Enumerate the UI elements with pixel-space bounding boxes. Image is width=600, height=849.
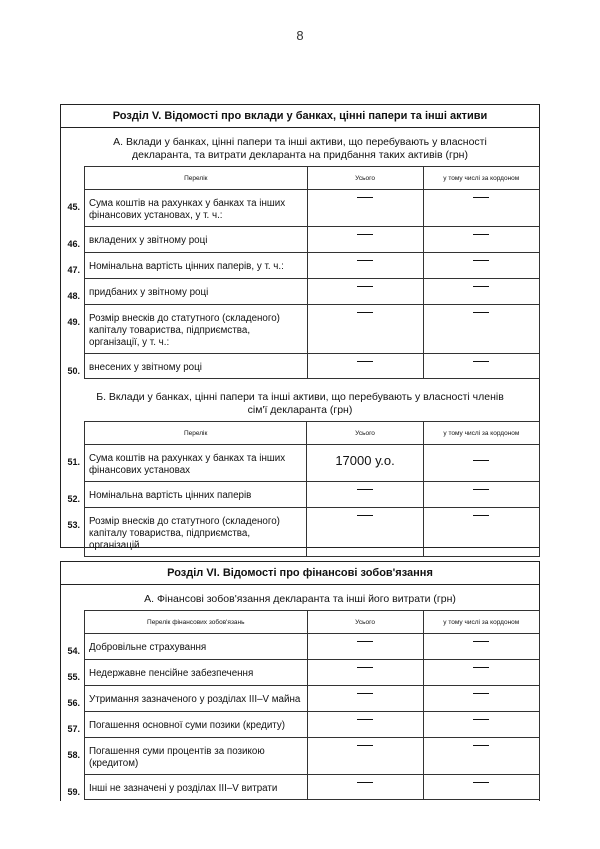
row-number: 57. — [67, 723, 80, 734]
section-5b-table — [67, 421, 540, 557]
table-row — [84, 354, 540, 379]
row-abroad — [423, 279, 539, 305]
dash-mark — [357, 286, 373, 287]
dash-mark — [473, 361, 489, 362]
table-row — [84, 712, 540, 738]
table-row — [84, 190, 540, 227]
header-abroad: у тому числі за кордоном — [423, 611, 539, 634]
row-abroad — [423, 738, 539, 775]
dash-mark — [473, 719, 489, 720]
table-row — [84, 482, 540, 508]
dash-mark — [473, 641, 489, 642]
row-total — [307, 634, 423, 660]
row-abroad — [423, 253, 539, 279]
section-5b-title: Б. Вклади у банках, цінні папери та інші активи, що перебувають у власності членів сім'ї декларанта (грн) — [96, 391, 504, 416]
section-5a-title: А. Вклади у банках, цінні папери та інші активи, що перебувають у власності декларанта, та витрати декларанта на придбання таких активів (грн) — [113, 136, 487, 161]
dash-mark — [357, 515, 373, 516]
header-list: Перелік фінансових зобов'язань — [85, 611, 308, 634]
row-number: 48. — [67, 290, 80, 301]
table-row — [84, 305, 540, 354]
header-total: Усього — [307, 422, 424, 445]
row-number: 58. — [67, 749, 80, 760]
dash-mark — [357, 361, 373, 362]
dash-mark — [473, 515, 489, 516]
header-total: Усього — [307, 611, 423, 634]
row-abroad — [423, 305, 539, 354]
dash-mark — [473, 260, 489, 261]
row-total — [307, 190, 423, 227]
dash-mark — [357, 745, 373, 746]
row-abroad — [423, 712, 539, 738]
row-total — [307, 305, 423, 354]
dash-mark — [357, 693, 373, 694]
dash-mark — [357, 782, 373, 783]
row-label: Утримання зазначеного у розділах III–V майна — [85, 686, 308, 712]
row-abroad — [423, 354, 539, 379]
row-label: Сума коштів на рахунках у банках та інших фінансових установах, у т. ч.: — [85, 190, 308, 227]
row-label: Недержавне пенсійне забезпечення — [85, 660, 308, 686]
row-total — [307, 482, 424, 508]
row-total — [307, 775, 423, 800]
row-label: Розмір внесків до статутного (складеного) капіталу товариства, підприємства, організацій — [85, 508, 307, 557]
row-total — [307, 712, 423, 738]
row-label: Номінальна вартість цінних паперів, у т. ч.: — [85, 253, 308, 279]
page-number: 8 — [296, 28, 304, 43]
row-number: 45. — [67, 201, 80, 212]
dash-mark — [473, 745, 489, 746]
row-total — [307, 660, 423, 686]
dash-mark — [357, 197, 373, 198]
section-6-title: Розділ VI. Відомості про фінансові зобов'язання — [61, 562, 539, 585]
row-label: придбаних у звітному році — [85, 279, 308, 305]
table-row — [84, 445, 540, 482]
row-label: внесених у звітному році — [85, 354, 308, 379]
dash-mark — [357, 719, 373, 720]
row-label: Розмір внесків до статутного (складеного) капіталу товариства, підприємства, організації, у т. ч.: — [85, 305, 308, 354]
row-abroad — [423, 775, 539, 800]
row-number: 55. — [67, 671, 80, 682]
row-abroad — [423, 686, 539, 712]
table-row — [84, 227, 540, 253]
dash-mark — [473, 460, 489, 461]
dash-mark — [357, 641, 373, 642]
dash-mark — [473, 667, 489, 668]
table-row — [84, 686, 540, 712]
row-number: 46. — [67, 238, 80, 249]
header-abroad: у тому числі за кордоном — [423, 422, 539, 445]
row-number: 59. — [67, 786, 80, 797]
row-abroad — [423, 634, 539, 660]
dash-mark — [357, 312, 373, 313]
dash-mark — [473, 286, 489, 287]
row-number: 53. — [67, 519, 80, 530]
table-row — [84, 253, 540, 279]
row-number: 52. — [67, 493, 80, 504]
dash-mark — [473, 312, 489, 313]
dash-mark — [357, 234, 373, 235]
row-abroad — [423, 190, 539, 227]
row-abroad — [423, 227, 539, 253]
row-total — [307, 738, 423, 775]
row-number: 50. — [67, 365, 80, 376]
row-label: Сума коштів на рахунках у банках та інших фінансових установах — [85, 445, 307, 482]
row-number: 47. — [67, 264, 80, 275]
table-row — [84, 775, 540, 800]
row-label: вкладених у звітному році — [85, 227, 308, 253]
row-label: Добровільне страхування — [85, 634, 308, 660]
row-total — [307, 445, 424, 482]
table-header-row — [84, 611, 540, 634]
section-5a-table — [67, 166, 540, 379]
table-row — [84, 634, 540, 660]
row-label: Інші не зазначені у розділах III–V витрати — [85, 775, 308, 800]
table-row — [84, 279, 540, 305]
total-value: 17000 у.о. — [335, 453, 395, 468]
dash-mark — [473, 197, 489, 198]
dash-mark — [473, 693, 489, 694]
dash-mark — [357, 489, 373, 490]
row-number: 49. — [67, 316, 80, 327]
row-total — [307, 227, 423, 253]
row-label: Погашення суми процентів за позикою (кредитом) — [85, 738, 308, 775]
row-label: Номінальна вартість цінних паперів — [85, 482, 307, 508]
table-row — [84, 660, 540, 686]
header-abroad: у тому числі за кордоном — [423, 167, 539, 190]
dash-mark — [473, 782, 489, 783]
row-total — [307, 253, 423, 279]
row-number: 54. — [67, 645, 80, 656]
table-row — [84, 508, 540, 557]
section-6a-title: А. Фінансові зобов'язання декларанта та інші його витрати (грн) — [144, 593, 456, 605]
dash-mark — [357, 260, 373, 261]
row-total — [307, 508, 424, 557]
header-list: Перелік — [85, 422, 307, 445]
row-abroad — [423, 482, 539, 508]
row-label: Погашення основної суми позики (кредиту) — [85, 712, 308, 738]
row-abroad — [423, 660, 539, 686]
row-number: 51. — [67, 456, 80, 467]
row-number: 56. — [67, 697, 80, 708]
section-5 — [60, 104, 540, 551]
row-total — [307, 354, 423, 379]
header-total: Усього — [307, 167, 423, 190]
dash-mark — [357, 667, 373, 668]
row-abroad — [423, 508, 539, 557]
dash-mark — [473, 489, 489, 490]
table-row — [84, 738, 540, 775]
dash-mark — [473, 234, 489, 235]
table-header-row — [84, 422, 540, 445]
row-total — [307, 279, 423, 305]
row-abroad — [423, 445, 539, 482]
section-6 — [60, 561, 540, 801]
header-list: Перелік — [85, 167, 308, 190]
section-5-title: Розділ V. Відомості про вклади у банках, цінні папери та інші активи — [61, 105, 539, 128]
row-total — [307, 686, 423, 712]
table-header-row — [84, 167, 540, 190]
section-6a-table — [67, 610, 540, 800]
